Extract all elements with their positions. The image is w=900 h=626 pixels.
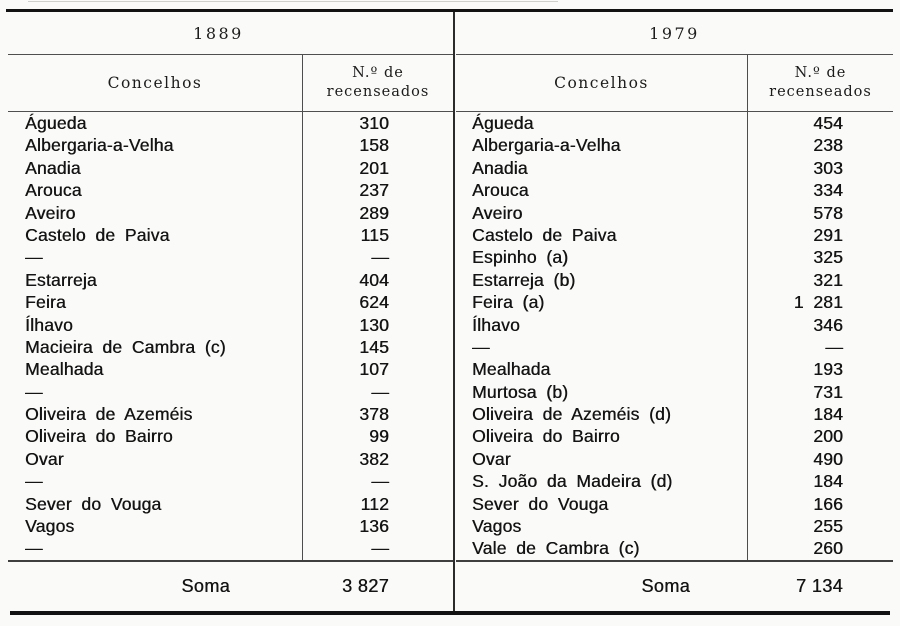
recenseados-value-cell: 1 281 — [747, 291, 893, 313]
table-row — [8, 246, 453, 268]
recenseados-header-line2: recenseados — [326, 84, 430, 100]
table-row — [456, 358, 893, 380]
recenseados-value-cell: 346 — [747, 314, 893, 336]
table-row — [8, 403, 453, 425]
table-row — [8, 314, 453, 336]
recenseados-value-cell: 454 — [747, 112, 893, 134]
concelho-name-cell: Arouca — [472, 180, 529, 201]
soma-label: Soma — [181, 575, 230, 596]
recenseados-value-cell: 200 — [747, 425, 893, 447]
table-row — [8, 470, 453, 492]
recenseados-value-cell: — — [302, 246, 453, 268]
recenseados-header-line1: N.º de — [794, 65, 847, 81]
table-row — [8, 202, 453, 224]
concelho-name-cell: Ovar — [472, 448, 511, 469]
recenseados-value-cell: — — [302, 537, 453, 559]
table-row — [456, 314, 893, 336]
concelho-name-cell: — — [25, 538, 43, 559]
concelho-name-cell: Macieira de Cambra (c) — [25, 336, 226, 357]
recenseados-value-cell: — — [302, 470, 453, 492]
year-label: 1979 — [649, 23, 700, 43]
concelho-name-cell: Arouca — [25, 180, 82, 201]
table-row — [456, 179, 893, 201]
concelho-name-cell: Vagos — [472, 516, 522, 537]
concelho-name-cell: Vale de Cambra (c) — [472, 538, 640, 559]
column-header-row — [8, 55, 453, 112]
recenseados-value-cell: 334 — [747, 179, 893, 201]
concelho-name-cell: Sever do Vouga — [472, 493, 609, 514]
concelho-name-cell: Estarreja (b) — [472, 269, 576, 290]
recenseados-column-header — [747, 55, 893, 111]
recenseados-value-cell: 378 — [302, 403, 453, 425]
table-bottom-border — [10, 611, 890, 615]
recenseados-value-cell: 291 — [747, 224, 893, 246]
concelho-name-cell: Albergaria-a-Velha — [472, 135, 621, 156]
table-row — [456, 112, 893, 134]
concelho-name-cell: Oliveira de Azeméis — [25, 404, 193, 425]
recenseados-value-cell: 624 — [302, 291, 453, 313]
year-label: 1889 — [193, 23, 244, 43]
table-row — [8, 493, 453, 515]
concelho-name-cell: Castelo de Paiva — [472, 224, 617, 245]
table-row — [456, 425, 893, 447]
soma-total-value: 7 134 — [795, 575, 843, 596]
recenseados-value-cell: 99 — [302, 425, 453, 447]
table-row — [8, 291, 453, 313]
table-row — [8, 358, 453, 380]
recenseados-value-cell: 115 — [302, 224, 453, 246]
concelho-name-cell: Anadia — [25, 157, 81, 178]
panel-1889 — [8, 12, 453, 611]
recenseados-value-cell: 166 — [747, 493, 893, 515]
table-row — [456, 403, 893, 425]
table-row — [456, 515, 893, 537]
table-row — [456, 224, 893, 246]
center-divider-line — [453, 12, 455, 611]
scan-artifact-line — [28, 1, 558, 2]
year-header-row — [8, 12, 453, 55]
recenseados-value-cell: 136 — [302, 515, 453, 537]
table-row — [8, 425, 453, 447]
concelho-name-cell: Oliveira de Azeméis (d) — [472, 404, 671, 425]
concelho-name-cell: — — [25, 247, 43, 268]
recenseados-value-cell: 238 — [747, 134, 893, 156]
concelho-name-cell: — — [472, 336, 490, 357]
recenseados-value-cell: 310 — [302, 112, 453, 134]
concelho-name-cell: Feira (a) — [472, 292, 545, 313]
table-row — [456, 202, 893, 224]
concelho-name-cell: — — [25, 381, 43, 402]
recenseados-value-cell: 158 — [302, 134, 453, 156]
concelho-name-cell: Ovar — [25, 448, 64, 469]
table-row — [456, 134, 893, 156]
table-row — [8, 134, 453, 156]
recenseados-value-cell: 404 — [302, 269, 453, 291]
concelho-name-cell: Vagos — [25, 516, 75, 537]
table-row — [456, 269, 893, 291]
recenseados-value-cell: 107 — [302, 358, 453, 380]
concelho-name-cell: Albergaria-a-Velha — [25, 135, 174, 156]
recenseados-value-cell: 184 — [747, 470, 893, 492]
concelho-name-cell: Ílhavo — [472, 314, 520, 335]
concelho-name-cell: Murtosa (b) — [472, 381, 569, 402]
soma-total-value: 3 827 — [341, 575, 389, 596]
recenseados-header-line1: N.º de — [352, 65, 404, 81]
panel-1979 — [456, 12, 893, 611]
table-body-1979 — [456, 112, 893, 560]
concelho-name-cell: Ílhavo — [25, 314, 73, 335]
table-row — [456, 470, 893, 492]
table-row — [8, 112, 453, 134]
table-row — [456, 246, 893, 268]
concelho-name-cell: Oliveira do Bairro — [472, 426, 620, 447]
recenseados-value-cell: 731 — [747, 381, 893, 403]
concelho-name-cell: Sever do Vouga — [25, 493, 162, 514]
table-row — [456, 291, 893, 313]
concelho-name-cell: Anadia — [472, 157, 528, 178]
table-row — [8, 537, 453, 559]
column-header-row — [456, 55, 893, 112]
table-row — [456, 537, 893, 559]
recenseados-header-line2: recenseados — [769, 84, 872, 100]
recenseados-value-cell: 255 — [747, 515, 893, 537]
concelho-name-cell: Feira — [25, 292, 66, 313]
concelhos-column-header: Concelhos — [107, 74, 203, 92]
recenseados-value-cell: 303 — [747, 157, 893, 179]
recenseados-value-cell: — — [302, 381, 453, 403]
recenseados-value-cell: 112 — [302, 493, 453, 515]
table-body-1889 — [8, 112, 453, 560]
concelho-name-cell: Oliveira do Bairro — [25, 426, 173, 447]
concelho-name-cell: Castelo de Paiva — [25, 224, 170, 245]
recenseados-column-header — [302, 55, 453, 111]
recenseados-value-cell: — — [747, 336, 893, 358]
table-row — [456, 448, 893, 470]
concelhos-column-header: Concelhos — [554, 74, 649, 92]
soma-row — [456, 560, 893, 611]
concelho-name-cell: Aveiro — [472, 202, 523, 223]
table-row — [8, 179, 453, 201]
concelho-name-cell: Águeda — [25, 113, 87, 133]
recenseados-value-cell: 201 — [302, 157, 453, 179]
recenseados-value-cell: 578 — [747, 202, 893, 224]
recenseados-value-cell: 325 — [747, 246, 893, 268]
table-row — [8, 515, 453, 537]
concelho-name-cell: — — [25, 471, 43, 492]
year-header-row — [456, 12, 893, 55]
table-row — [8, 269, 453, 291]
recenseados-value-cell: 237 — [302, 179, 453, 201]
recenseados-value-cell: 490 — [747, 448, 893, 470]
table-row — [8, 157, 453, 179]
recenseados-value-cell: 145 — [302, 336, 453, 358]
concelho-name-cell: Estarreja — [25, 269, 97, 290]
concelho-name-cell: Espinho (a) — [472, 247, 569, 268]
soma-label: Soma — [641, 575, 690, 596]
table-row — [456, 157, 893, 179]
table-row — [456, 493, 893, 515]
concelho-name-cell: Mealhada — [472, 359, 551, 380]
recenseados-value-cell: 130 — [302, 314, 453, 336]
recenseados-value-cell: 184 — [747, 403, 893, 425]
recenseados-value-cell: 193 — [747, 358, 893, 380]
concelho-name-cell: Aveiro — [25, 202, 76, 223]
recenseados-value-cell: 289 — [302, 202, 453, 224]
concelho-name-cell: Águeda — [472, 113, 534, 133]
concelho-name-cell: Mealhada — [25, 359, 104, 380]
table-row — [456, 381, 893, 403]
recenseados-value-cell: 321 — [747, 269, 893, 291]
table-row — [8, 336, 453, 358]
table-row — [8, 381, 453, 403]
table-row — [456, 336, 893, 358]
recenseados-value-cell: 382 — [302, 448, 453, 470]
concelho-name-cell: S. João da Madeira (d) — [472, 471, 673, 492]
soma-row — [8, 560, 453, 611]
recenseados-value-cell: 260 — [747, 537, 893, 559]
table-row — [8, 224, 453, 246]
table-row — [8, 448, 453, 470]
